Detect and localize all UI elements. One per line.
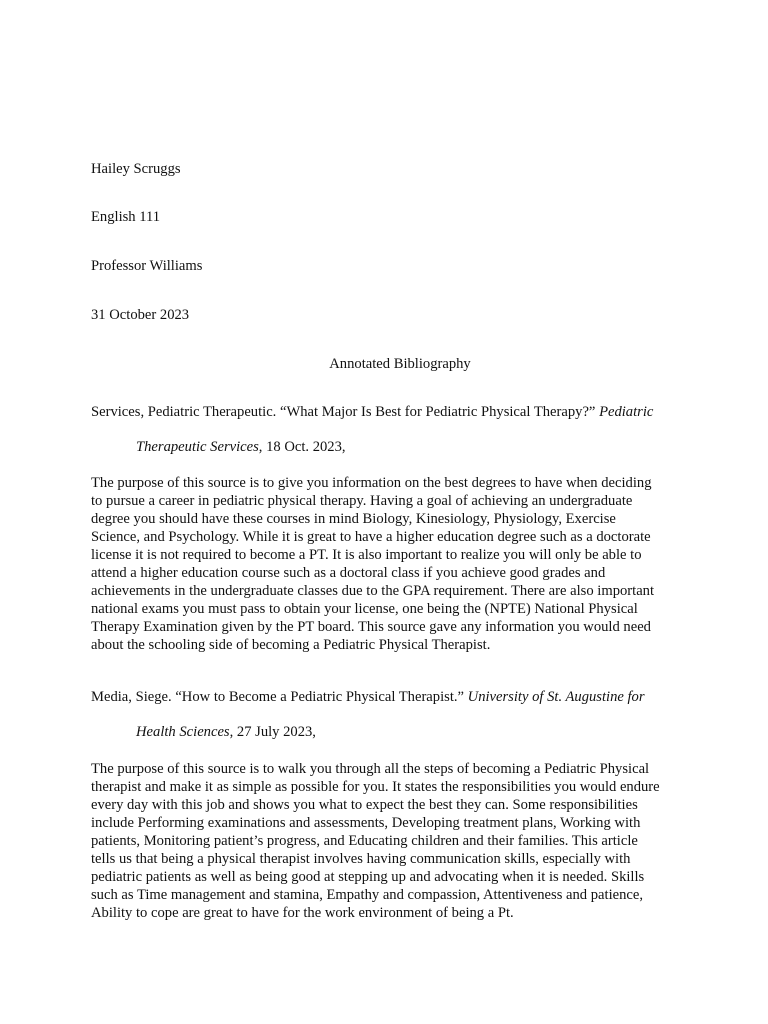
annotation-1-line: about the schooling side of becoming a Pediatric Physical Therapist.: [91, 637, 491, 653]
citation-2-author: Media, Siege.: [91, 689, 176, 705]
citation-2-container-part-1: University of St. Augustine for: [467, 689, 645, 705]
citation-1-line-1: [91, 403, 653, 421]
annotation-2-line: Ability to cope are great to have for the work environment of being a Pt.: [91, 905, 514, 921]
page-title: Annotated Bibliography: [329, 356, 471, 372]
annotation-1-line: license it is not required to become a PT. It is also important to realize you will only be able to: [91, 547, 642, 563]
annotation-2-line: such as Time management and stamina, Empathy and compassion, Attentiveness and patience,: [91, 887, 644, 903]
document-date: 31 October 2023: [91, 307, 190, 323]
citation-1-author: Services, Pediatric Therapeutic.: [91, 404, 280, 420]
annotation-1-line: Therapy Examination given by the PT board. This source gave any information you would need: [91, 619, 651, 635]
citation-1-article: “What Major Is Best for Pediatric Physical Therapy?”: [279, 404, 600, 420]
annotation-2-line: The purpose of this source is to walk you through all the steps of becoming a Pediatric Physical: [91, 761, 650, 777]
citation-2-article: “How to Become a Pediatric Physical Therapist.”: [175, 689, 468, 705]
annotation-1: [91, 474, 691, 654]
citation-1-publication-date: , 18 Oct. 2023,: [258, 439, 346, 455]
citation-2-line-2: [136, 723, 316, 741]
annotation-2-line: every day with this job and shows you what to expect the best they can. Some responsibilities: [91, 797, 638, 813]
citation-1-container-part-1: Pediatric: [599, 404, 654, 420]
annotation-2-line: therapist and make it as simple as possible for you. It states the responsibilities you would endure: [91, 779, 660, 795]
citation-2-container-part-2: Health Sciences: [136, 724, 230, 740]
annotation-1-line: achievements in the undergraduate classes due to the GPA requirement. There are also important: [91, 583, 655, 599]
annotation-2-line: include Performing examinations and assessments, Developing treatment plans, Working with: [91, 815, 641, 831]
annotation-2-line: tells us that being a physical therapist involves having communication skills, especially with: [91, 851, 631, 867]
citation-2-line-1: [91, 688, 645, 706]
annotation-2: [91, 760, 691, 922]
annotation-1-line: Science, and Psychology. While it is great to have a higher education degree such as a doctorate: [91, 529, 651, 545]
annotation-1-line: to pursue a career in pediatric physical therapy. Having a goal of achieving an undergraduate: [91, 493, 633, 509]
annotation-1-line: degree you should have these courses in mind Biology, Kinesiology, Physiology, Exercise: [91, 511, 616, 527]
student-name: Hailey Scruggs: [91, 161, 181, 177]
professor-name: Professor Williams: [91, 258, 203, 274]
annotation-2-line: patients, Monitoring patient’s progress, and Educating children and their families. This article: [91, 833, 638, 849]
citation-2-publication-date: , 27 July 2023,: [229, 724, 316, 740]
annotation-1-line: national exams you must pass to obtain your license, one being the (NPTE) National Physical: [91, 601, 638, 617]
citation-1-container-part-2: Therapeutic Services: [136, 439, 259, 455]
annotation-1-line: The purpose of this source is to give you information on the best degrees to have when deciding: [91, 475, 652, 491]
citation-1-line-2: [136, 438, 346, 456]
course-name: English 111: [91, 209, 161, 225]
annotation-1-line: attend a higher education course such as a doctoral class if you achieve good grades and: [91, 565, 606, 581]
annotation-2-line: pediatric patients as well as being good at stepping up and advocating when it is needed. Skills: [91, 869, 645, 885]
